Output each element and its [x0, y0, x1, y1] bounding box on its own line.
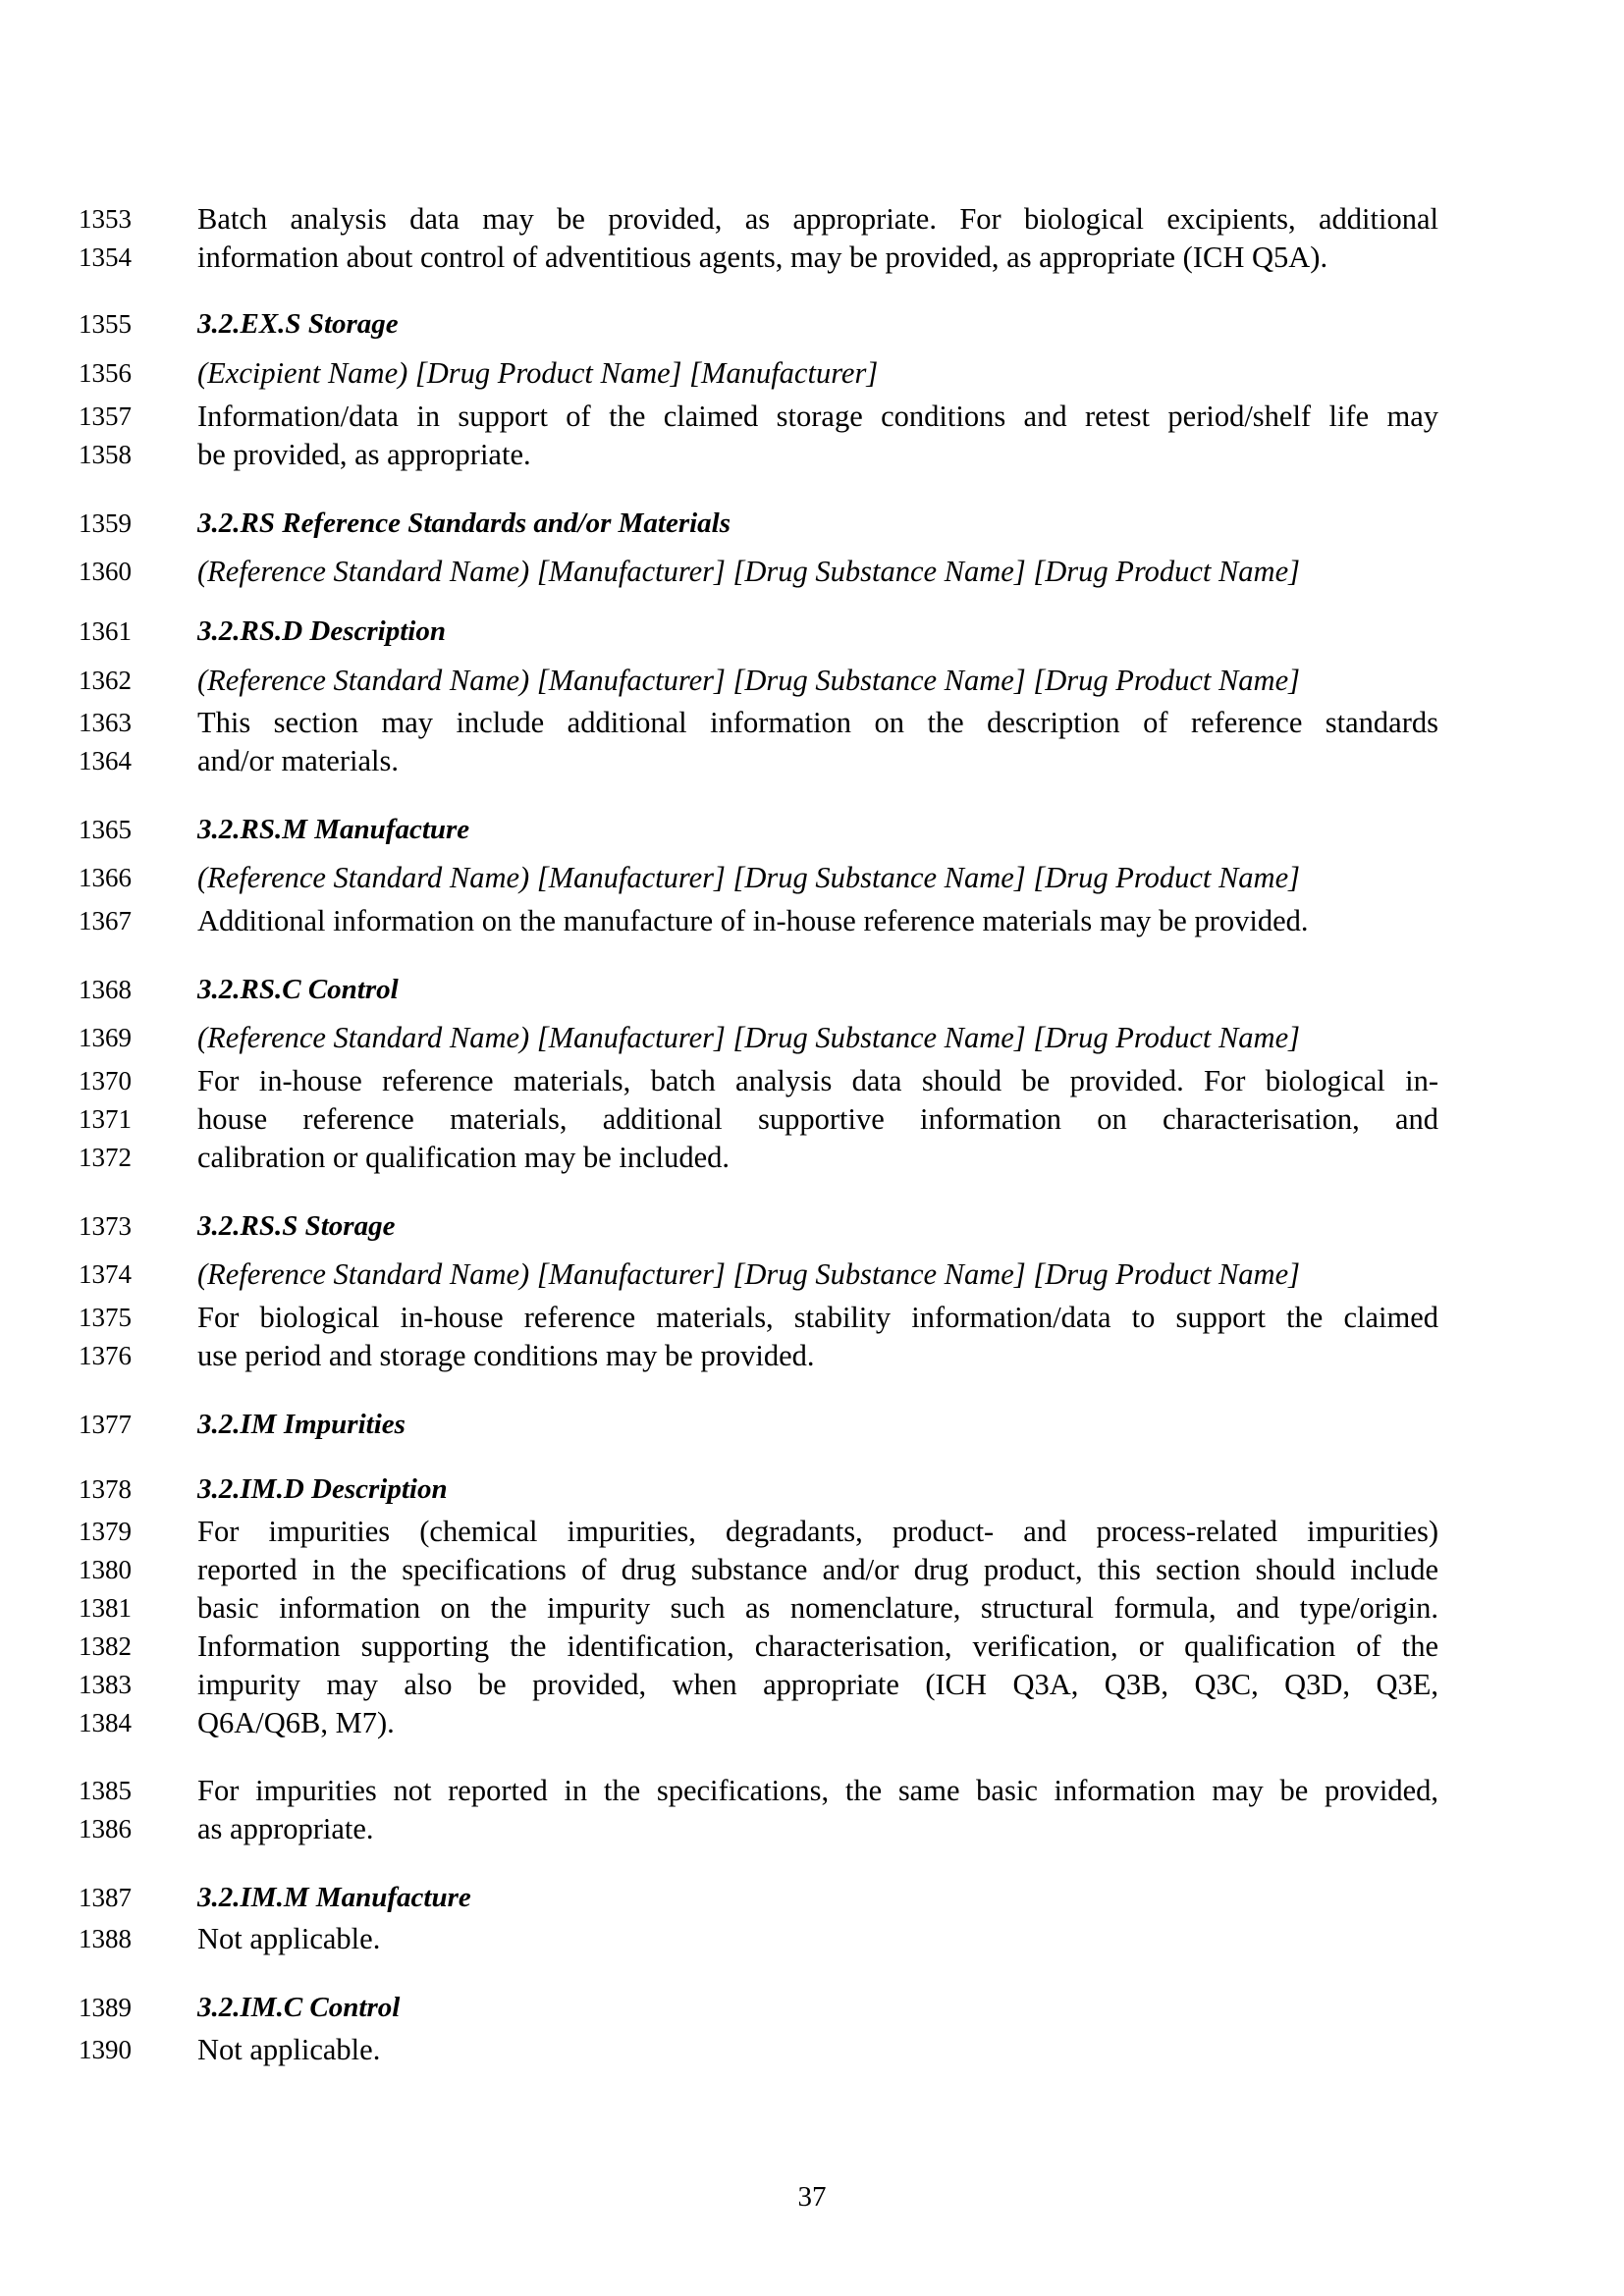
section-subtitle: (Reference Standard Name) [Manufacturer] [Drug Substance Name] [Drug Product Name] — [197, 555, 1300, 588]
line-text: Not applicable. — [197, 1922, 381, 1955]
document-line — [0, 1469, 1624, 1509]
line-text: Information/data in support of the claimed storage conditions and retest period/shelf life may — [197, 400, 1438, 433]
line-number: 1367 — [79, 906, 132, 935]
document-line — [0, 2030, 1624, 2069]
line-number: 1354 — [79, 242, 132, 272]
line-number: 1381 — [79, 1593, 132, 1623]
line-number: 1366 — [79, 863, 132, 892]
document-line — [0, 703, 1624, 742]
section-heading: 3.2.IM.M Manufacture — [197, 1882, 471, 1913]
document-line — [0, 1809, 1624, 1848]
document-line — [0, 741, 1624, 780]
line-number: 1364 — [79, 746, 132, 775]
document-line — [0, 901, 1624, 940]
line-text: and/or materials. — [197, 744, 399, 777]
document-line — [0, 1298, 1624, 1337]
line-text: For biological in-house reference materials, stability information/data to support the claimed — [197, 1301, 1438, 1334]
document-line — [0, 1665, 1624, 1704]
document-line — [0, 1099, 1624, 1139]
line-number: 1358 — [79, 440, 132, 469]
line-number: 1389 — [79, 1993, 132, 2022]
section-heading: 3.2.IM.C Control — [197, 1992, 401, 2023]
document-line — [0, 1405, 1624, 1444]
document-line — [0, 304, 1624, 344]
document-line — [0, 1336, 1624, 1375]
line-number: 1365 — [79, 815, 132, 844]
document-line — [0, 397, 1624, 436]
section-subtitle: (Reference Standard Name) [Manufacturer] [Drug Substance Name] [Drug Product Name] — [197, 1257, 1300, 1291]
line-text: basic information on the impurity such as nomenclature, structural formula, and type/origin. — [197, 1591, 1438, 1625]
section-heading: 3.2.RS.D Description — [197, 615, 446, 647]
line-text: use period and storage conditions may be provided. — [197, 1339, 815, 1372]
line-number: 1357 — [79, 401, 132, 431]
document-line — [0, 353, 1624, 393]
document-line — [0, 970, 1624, 1009]
line-text: Not applicable. — [197, 2033, 381, 2066]
line-number: 1380 — [79, 1555, 132, 1584]
document-line — [0, 1018, 1624, 1057]
document-line — [0, 1919, 1624, 1958]
document-line — [0, 612, 1624, 651]
page-number: 37 — [797, 2181, 827, 2213]
line-text: as appropriate. — [197, 1812, 374, 1845]
line-text: Q6A/Q6B, M7). — [197, 1706, 395, 1739]
line-number: 1382 — [79, 1631, 132, 1661]
line-number: 1356 — [79, 358, 132, 388]
line-text: be provided, as appropriate. — [197, 438, 531, 471]
line-number: 1353 — [79, 204, 132, 234]
line-text: Additional information on the manufacture of in-house reference materials may be provided. — [197, 904, 1309, 937]
line-number: 1388 — [79, 1924, 132, 1953]
line-text: reported in the specifications of drug substance and/or drug product, this section should include — [197, 1553, 1438, 1586]
document-line — [0, 1061, 1624, 1100]
document-line — [0, 858, 1624, 897]
section-heading: 3.2.EX.S Storage — [197, 308, 399, 340]
document-line — [0, 1512, 1624, 1551]
line-number: 1363 — [79, 708, 132, 737]
line-number: 1368 — [79, 975, 132, 1004]
section-heading: 3.2.IM Impurities — [197, 1409, 406, 1440]
section-subtitle: (Excipient Name) [Drug Product Name] [Manufacturer] — [197, 356, 879, 390]
document-line — [0, 1138, 1624, 1177]
section-subtitle: (Reference Standard Name) [Manufacturer] [Drug Substance Name] [Drug Product Name] — [197, 861, 1300, 894]
document-line — [0, 1627, 1624, 1666]
line-number: 1376 — [79, 1341, 132, 1370]
line-text: For in-house reference materials, batch analysis data should be provided. For biological in- — [197, 1064, 1438, 1097]
section-heading: 3.2.RS Reference Standards and/or Materials — [197, 507, 731, 539]
line-number: 1386 — [79, 1814, 132, 1843]
line-text: impurity may also be provided, when appropriate (ICH Q3A, Q3B, Q3C, Q3D, Q3E, — [197, 1668, 1438, 1701]
line-number: 1379 — [79, 1517, 132, 1546]
document-line — [0, 1550, 1624, 1589]
line-number: 1377 — [79, 1410, 132, 1439]
section-subtitle: (Reference Standard Name) [Manufacturer] [Drug Substance Name] [Drug Product Name] — [197, 1021, 1300, 1054]
document-line — [0, 1588, 1624, 1628]
document-line — [0, 1703, 1624, 1742]
document-line — [0, 661, 1624, 700]
line-number: 1362 — [79, 666, 132, 695]
document-line — [0, 238, 1624, 277]
line-text: For impurities (chemical impurities, degradants, product- and process-related impurities) — [197, 1515, 1438, 1548]
line-number: 1378 — [79, 1474, 132, 1504]
line-text: house reference materials, additional supportive information on characterisation, and — [197, 1102, 1438, 1136]
line-number: 1359 — [79, 508, 132, 538]
line-number: 1361 — [79, 616, 132, 646]
section-subtitle: (Reference Standard Name) [Manufacturer] [Drug Substance Name] [Drug Product Name] — [197, 664, 1300, 697]
line-text: calibration or qualification may be included. — [197, 1141, 731, 1174]
line-number: 1355 — [79, 309, 132, 339]
document-line — [0, 504, 1624, 543]
line-number: 1383 — [79, 1670, 132, 1699]
line-number: 1371 — [79, 1104, 132, 1134]
line-number: 1385 — [79, 1776, 132, 1805]
line-number: 1387 — [79, 1883, 132, 1912]
document-line — [0, 1255, 1624, 1294]
document-line — [0, 552, 1624, 591]
line-number: 1390 — [79, 2035, 132, 2064]
section-heading: 3.2.RS.C Control — [197, 974, 399, 1005]
document-line — [0, 810, 1624, 849]
document-line — [0, 435, 1624, 474]
section-heading: 3.2.IM.D Description — [197, 1473, 448, 1505]
line-number: 1369 — [79, 1023, 132, 1052]
line-text: Batch analysis data may be provided, as appropriate. For biological excipients, additional — [197, 202, 1438, 236]
line-number: 1384 — [79, 1708, 132, 1737]
section-heading: 3.2.RS.S Storage — [197, 1210, 396, 1242]
line-number: 1360 — [79, 557, 132, 586]
line-number: 1372 — [79, 1143, 132, 1172]
document-line — [0, 1878, 1624, 1917]
line-text: This section may include additional information on the description of reference standards — [197, 706, 1438, 739]
document-line — [0, 1771, 1624, 1810]
line-number: 1374 — [79, 1259, 132, 1289]
line-text: Information supporting the identification, characterisation, verification, or qualification of the — [197, 1629, 1438, 1663]
line-text: For impurities not reported in the specifications, the same basic information may be provided, — [197, 1774, 1438, 1807]
line-number: 1375 — [79, 1303, 132, 1332]
line-text: information about control of adventitious agents, may be provided, as appropriate (ICH Q5A). — [197, 240, 1328, 274]
document-line — [0, 1988, 1624, 2027]
section-heading: 3.2.RS.M Manufacture — [197, 814, 470, 845]
document-line — [0, 1206, 1624, 1246]
line-number: 1373 — [79, 1211, 132, 1241]
line-number: 1370 — [79, 1066, 132, 1095]
document-line — [0, 199, 1624, 239]
